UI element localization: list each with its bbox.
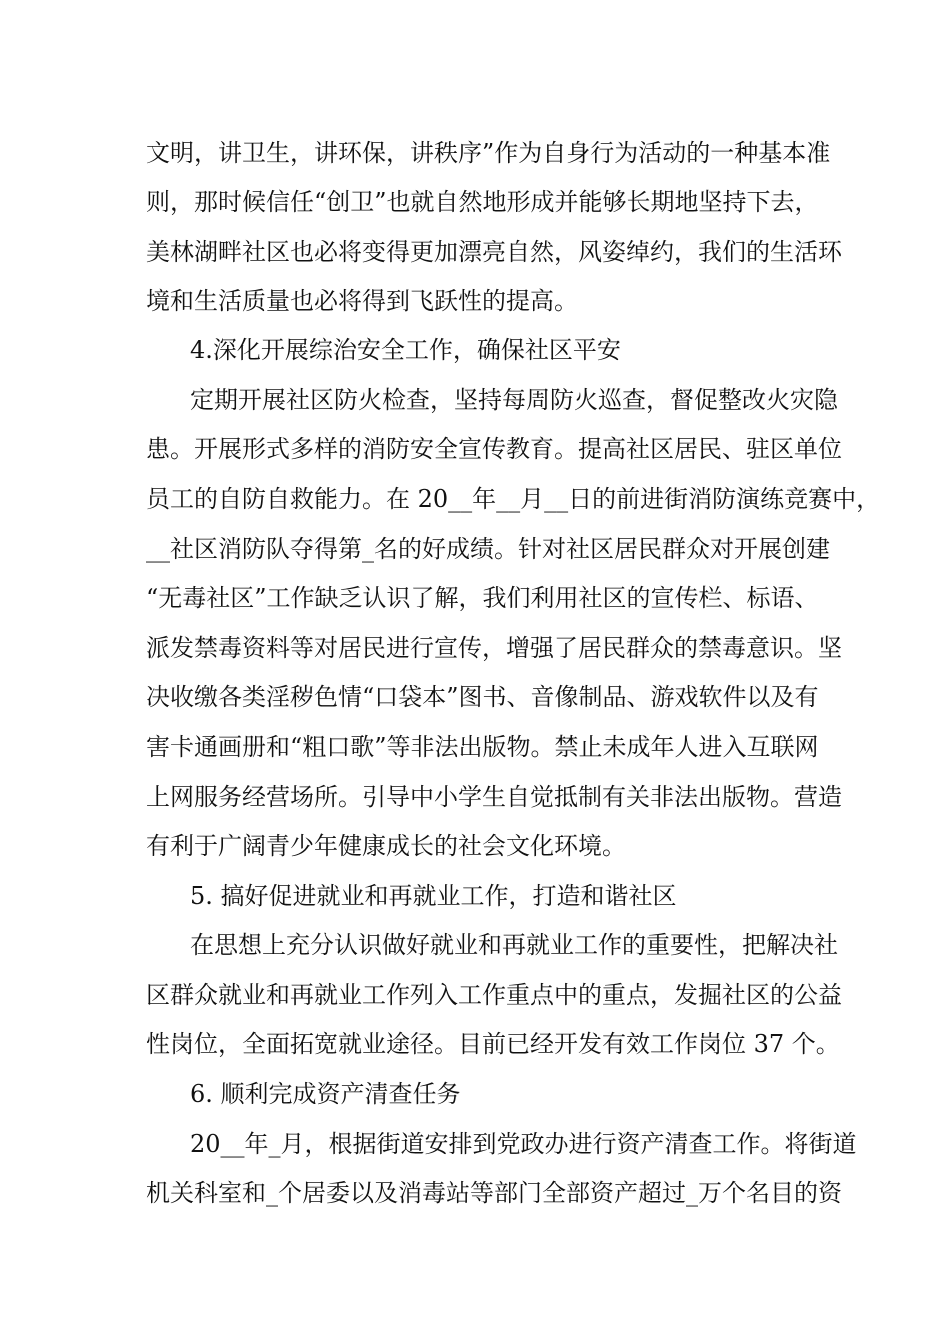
paragraph-line: 上网服务经营场所。引导中小学生自觉抵制有关非法出版物。营造 (146, 783, 842, 811)
paragraph-line: 境和生活质量也必将得到飞跃性的提高。 (146, 287, 578, 315)
paragraph-line: 派发禁毒资料等对居民进行宣传，增强了居民群众的禁毒意识。坚 (146, 634, 842, 662)
paragraph-line: 害卡通画册和“粗口歌”等非法出版物。禁止未成年人进入互联网 (146, 733, 819, 761)
paragraph-line: __社区消防队夺得第_名的好成绩。针对社区居民群众对开展创建 (146, 535, 830, 563)
paragraph-line: 性岗位，全面拓宽就业途径。目前已经开发有效工作岗位 37 个。 (146, 1030, 840, 1058)
paragraph-line: 员工的自防自救能力。在 20__年__月__日的前进街消防演练竞赛中， (146, 485, 881, 513)
section-heading: 4.深化开展综治安全工作，确保社区平安 (190, 336, 621, 364)
section-heading: 6. 顺利完成资产清查任务 (190, 1080, 461, 1108)
paragraph-line: 有利于广阔青少年健康成长的社会文化环境。 (146, 832, 626, 860)
paragraph-line: 机关科室和_个居委以及消毒站等部门全部资产超过_万个名目的资 (146, 1179, 842, 1207)
paragraph-line: 决收缴各类淫秽色情“口袋本”图书、音像制品、游戏软件以及有 (146, 683, 819, 711)
paragraph-line: “无毒社区”工作缺乏认识了解，我们利用社区的宣传栏、标语、 (146, 584, 819, 612)
paragraph-line: 区群众就业和再就业工作列入工作重点中的重点，发掘社区的公益 (146, 981, 842, 1009)
paragraph-line: 文明，讲卫生，讲环保，讲秩序”作为自身行为活动的一种基本准 (146, 139, 831, 167)
paragraph-line: 患。开展形式多样的消防安全宣传教育。提高社区居民、驻区单位 (146, 435, 842, 463)
section-heading: 5. 搞好促进就业和再就业工作，打造和谐社区 (190, 882, 677, 910)
paragraph-line: 美林湖畔社区也必将变得更加漂亮自然，风姿绰约，我们的生活环 (146, 238, 842, 266)
paragraph-line: 20__年_月，根据街道安排到党政办进行资产清查工作。将街道 (190, 1130, 857, 1158)
paragraph-line: 在思想上充分认识做好就业和再就业工作的重要性，把解决社 (190, 931, 838, 959)
paragraph-line: 定期开展社区防火检查，坚持每周防火巡查，督促整改火灾隐 (190, 386, 838, 414)
paragraph-line: 则，那时候信任“创卫”也就自然地形成并能够长期地坚持下去， (146, 188, 819, 216)
